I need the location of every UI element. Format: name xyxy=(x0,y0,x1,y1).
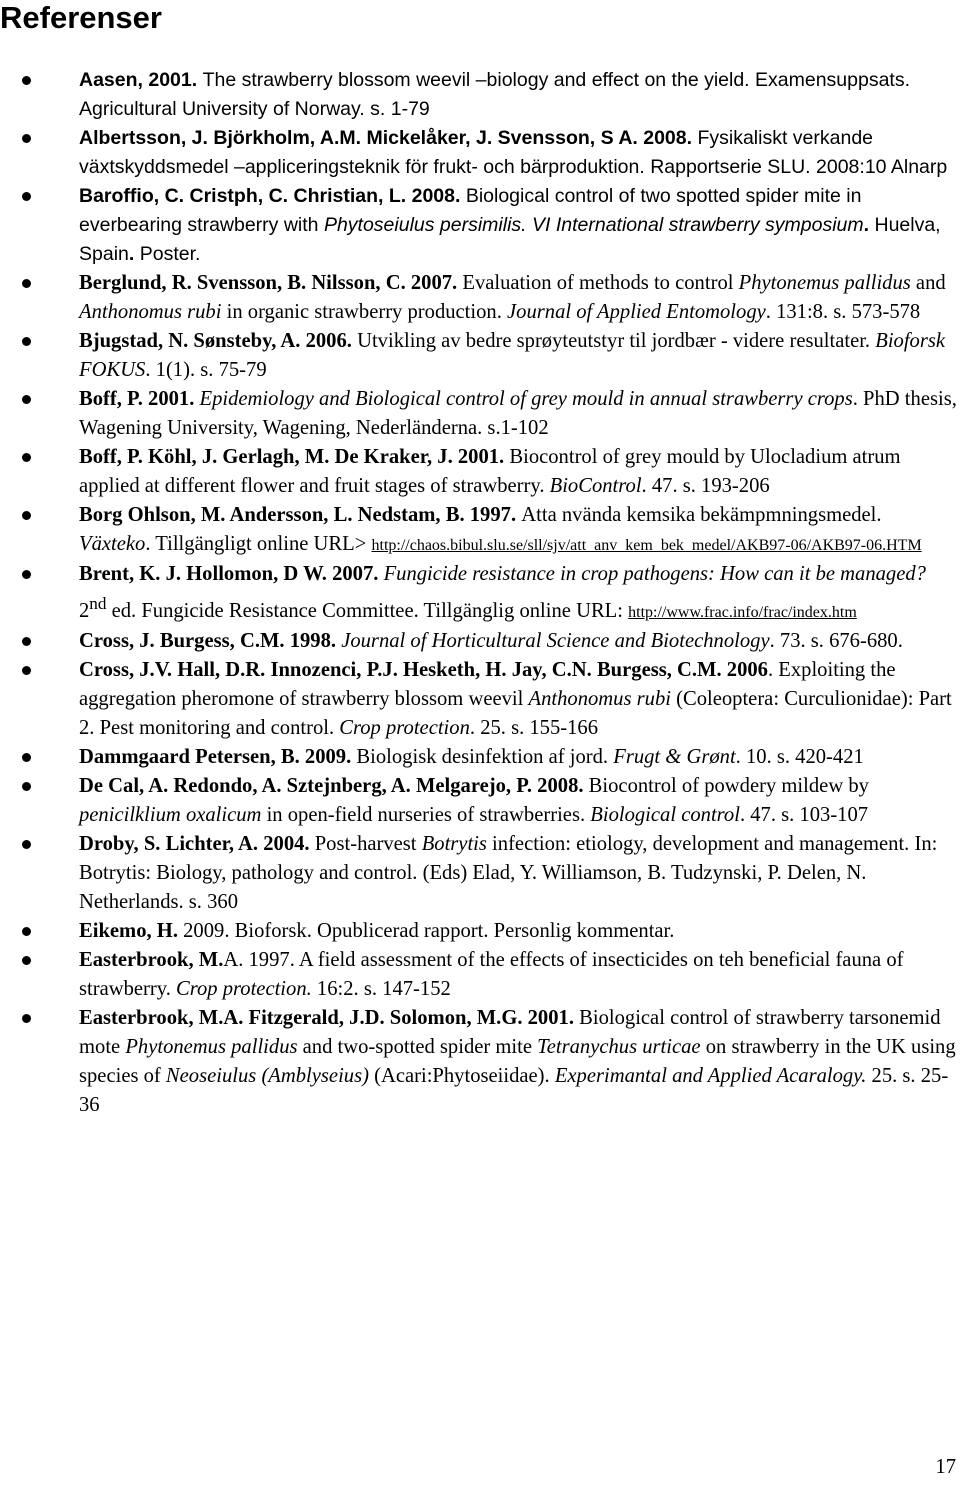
reference-text: (Coleoptera: Curculionidae): Part 2. Pest monitoring and control. xyxy=(79,687,952,739)
reference-authors: Boff, P. 2001. xyxy=(79,388,200,410)
superscript-text: nd xyxy=(89,594,107,613)
reference-text: Poster. xyxy=(139,243,201,265)
bullet-icon xyxy=(22,570,31,579)
reference-item xyxy=(0,560,960,627)
bullet-icon xyxy=(22,1014,31,1023)
reference-text: infection: etiology, development and management. In: Botrytis: Biology, pathology and control. (Eds) Elad, Y. Williamson, B. Tudzynski, P. Delen, N. Netherlands. s. 360 xyxy=(79,832,938,913)
reference-italic-text: Frugt & Grønt xyxy=(613,745,736,768)
reference-text: . 47. s. 103-107 xyxy=(739,803,869,826)
reference-item xyxy=(0,1004,960,1120)
bullet-icon xyxy=(22,753,31,762)
reference-authors: Dammgaard Petersen, B. 2009. xyxy=(79,745,357,768)
reference-text: Evaluation of methods to control xyxy=(462,272,739,294)
reference-text: Biological control of strawberry tarsonemid mote xyxy=(79,1006,941,1058)
reference-text: 2009. Bioforsk. Opublicerad rapport. Personlig kommentar. xyxy=(183,919,675,942)
reference-text: A. 1997. A field assessment of the effects of insecticides on teh beneficial fauna of strawberry. xyxy=(79,948,904,1000)
reference-text: Biocontrol of grey mould by Ulocladium atrum applied at different flower and fruit stages of strawberry. xyxy=(79,446,901,497)
reference-authors: Bjugstad, N. Sønsteby, A. 2006. xyxy=(79,330,358,352)
reference-authors: Albertsson, J. Björkholm, A.M. Mickelåker, J. Svensson, S A. 2008. xyxy=(79,127,698,149)
reference-italic-text: penicilklium oxalicum xyxy=(79,803,262,826)
page-title: Referenser xyxy=(0,0,162,35)
bullet-icon xyxy=(22,134,31,143)
bullet-icon xyxy=(22,511,31,520)
reference-italic-text: Botrytis xyxy=(421,832,487,855)
reference-item xyxy=(0,627,960,656)
reference-italic-text: Phytoseiulus persimilis. VI International strawberry symposium xyxy=(323,214,864,236)
reference-item xyxy=(0,124,960,182)
reference-text: 2 xyxy=(79,599,90,622)
reference-item xyxy=(0,917,960,946)
reference-list xyxy=(0,66,960,1120)
reference-link[interactable]: http://www.frac.info/frac/index.htm xyxy=(628,603,857,621)
reference-text: ed. Fungicide Resistance Committee. Tillgänglig online URL: xyxy=(106,599,629,622)
reference-authors: Aasen, 2001. xyxy=(79,69,203,91)
reference-text: . 10. s. 420-421 xyxy=(735,745,864,768)
reference-text: Utvikling av bedre sprøyteutstyr til jordbær - videre resultater. xyxy=(357,330,876,352)
bullet-icon xyxy=(22,76,31,85)
page-number: 17 xyxy=(935,1456,956,1478)
reference-italic-text: Biological control xyxy=(590,803,740,826)
reference-italic-text: Journal of Applied Entomology xyxy=(507,301,766,323)
reference-italic-text: BioControl xyxy=(549,475,642,497)
reference-text: and xyxy=(910,272,946,294)
reference-text: Biologisk desinfektion af jord. xyxy=(356,745,614,768)
reference-item xyxy=(0,772,960,830)
reference-italic-text: Crop protection xyxy=(339,716,470,739)
reference-text: . 25. s. 155-166 xyxy=(469,716,599,739)
bullet-icon xyxy=(22,637,31,646)
reference-text: Fysikaliskt verkande växtskyddsmedel –appliceringsteknik för frukt- och bärproduktion. Rapportserie SLU. 2008:10 Alnarp xyxy=(79,127,948,178)
reference-text: Biocontrol of powdery mildew by xyxy=(588,774,869,797)
reference-authors: Boff, P. Köhl, J. Gerlagh, M. De Kraker, J. 2001. xyxy=(79,446,510,468)
reference-item xyxy=(0,946,960,1004)
bullet-icon xyxy=(22,956,31,965)
reference-item xyxy=(0,327,960,385)
reference-authors: Baroffio, C. Cristph, C. Christian, L. 2008. xyxy=(79,185,466,207)
reference-italic-text: Anthonomus rubi xyxy=(528,687,671,710)
reference-authors: Berglund, R. Svensson, B. Nilsson, C. 2007. xyxy=(79,272,463,294)
reference-text: Biological control of two spotted spider mite in everbearing strawberry with xyxy=(79,185,862,236)
reference-text: 25. s. 25-36 xyxy=(79,1064,949,1116)
reference-authors: Cross, J. Burgess, C.M. 1998. xyxy=(79,629,342,652)
reference-item xyxy=(0,830,960,917)
bullet-icon xyxy=(22,192,31,201)
reference-text: on strawberry in the UK using species of xyxy=(79,1035,956,1087)
reference-text: Atta nvända kemsika bekämpmningsmedel. xyxy=(521,504,882,526)
reference-authors: Easterbrook, M.A. Fitzgerald, J.D. Solomon, M.G. 2001. xyxy=(79,1006,580,1029)
reference-authors: Brent, K. J. Hollomon, D W. 2007. xyxy=(79,563,384,585)
reference-italic-text: Fungicide resistance in crop pathogens: How can it be managed? xyxy=(383,563,926,585)
reference-authors: De Cal, A. Redondo, A. Sztejnberg, A. Melgarejo, P. 2008. xyxy=(79,774,589,797)
reference-item xyxy=(0,66,960,124)
reference-text: . 131:8. s. 573-578 xyxy=(765,301,921,323)
reference-text: Huelva, Spain xyxy=(79,214,941,265)
reference-text: in open-field nurseries of strawberries. xyxy=(261,803,591,826)
bullet-icon xyxy=(22,840,31,849)
reference-text: (Acari:Phytoseiidae). xyxy=(368,1064,555,1087)
reference-text: . 47. s. 193-206 xyxy=(641,475,770,497)
bullet-icon xyxy=(22,453,31,462)
reference-italic-text: Phytonemus pallidus xyxy=(125,1035,298,1058)
reference-item xyxy=(0,385,960,443)
reference-italic-text: Epidemiology and Biological control of grey mould in annual strawberry crops xyxy=(199,388,853,410)
reference-authors: Borg Ohlson, M. Andersson, L. Nedstam, B. 1997. xyxy=(79,504,522,526)
reference-authors: Easterbrook, M. xyxy=(79,948,224,971)
reference-authors: Eikemo, H. xyxy=(79,919,184,942)
reference-item xyxy=(0,182,960,269)
reference-italic-text: Neoseiulus (Amblyseius) xyxy=(165,1064,369,1087)
bullet-icon xyxy=(22,782,31,791)
reference-text: . Tillgängligt online URL> xyxy=(145,533,372,555)
reference-item xyxy=(0,269,960,327)
reference-italic-text: Bioforsk FOKUS xyxy=(79,330,946,381)
reference-text: The strawberry blossom weevil –biology and effect on the yield. Examensuppsats. Agricultural University of Norway. s. 1-79 xyxy=(79,69,911,120)
bullet-icon xyxy=(22,666,31,675)
reference-item xyxy=(0,743,960,772)
reference-authors: . xyxy=(863,214,875,236)
reference-text: . 1(1). s. 75-79 xyxy=(145,359,267,381)
reference-text: . PhD thesis, Wagening University, Wagening, Nederländerna. s.1-102 xyxy=(79,388,957,439)
reference-italic-text: Experimantal and Applied Acaralogy. xyxy=(554,1064,867,1087)
reference-authors: Cross, J.V. Hall, D.R. Innozenci, P.J. Hesketh, H. Jay, C.N. Burgess, C.M. 2006 xyxy=(79,658,768,681)
reference-italic-text: Journal of Horticultural Science and Biotechnology xyxy=(341,629,770,652)
bullet-icon xyxy=(22,279,31,288)
reference-authors: . xyxy=(128,243,140,265)
reference-italic-text: Växteko xyxy=(79,533,146,555)
reference-italic-text: Phytonemus pallidus xyxy=(738,272,911,294)
reference-authors: Droby, S. Lichter, A. 2004. xyxy=(79,832,315,855)
reference-italic-text: Anthonomus rubi xyxy=(79,301,222,323)
reference-italic-text: Crop protection. xyxy=(176,977,312,1000)
bullet-icon xyxy=(22,337,31,346)
reference-link[interactable]: http://chaos.bibul.slu.se/sll/sjv/att_anv_kem_bek_medel/AKB97-06/AKB97-06.HTM xyxy=(371,537,922,554)
reference-text: in organic strawberry production. xyxy=(221,301,508,323)
reference-text: . 73. s. 676-680. xyxy=(769,629,903,652)
reference-text: 16:2. s. 147-152 xyxy=(311,977,451,1000)
reference-text: . Exploiting the aggregation pheromone of strawberry blossom weevil xyxy=(79,658,896,710)
reference-item xyxy=(0,443,960,501)
reference-italic-text: Tetranychus urticae xyxy=(537,1035,701,1058)
reference-text: Post-harvest xyxy=(314,832,422,855)
reference-item xyxy=(0,501,960,560)
reference-item xyxy=(0,656,960,743)
bullet-icon xyxy=(22,927,31,936)
bullet-icon xyxy=(22,395,31,404)
reference-text: and two-spotted spider mite xyxy=(297,1035,538,1058)
